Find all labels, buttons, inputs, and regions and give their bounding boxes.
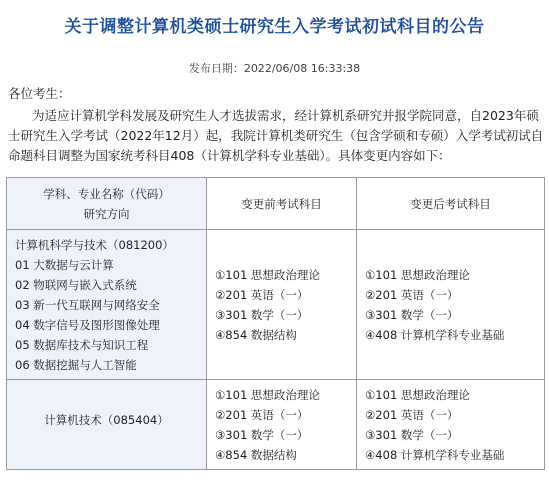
intro-paragraph: 为适应计算机学科发展及研究生人才选拔需求，经计算机系研究并报学院同意，自2023年硕士研究生入学考试（2022年12月）起，我院计算机类研究生（包含学硕和专硕）入学考试初试自命题科目调整为国家统考科目408（计算机学科专业基础）。具体变更内容如下： <box>8 108 544 163</box>
exam-subject: ②201 英语（一） <box>365 287 459 302</box>
exam-subject: ①101 思想政治理论 <box>215 267 320 282</box>
exam-subject: ④408 计算机学科专业基础 <box>365 327 505 342</box>
header-subject-line2: 研究方向 <box>83 206 130 221</box>
header-after: 变更后考试科目 <box>357 178 545 230</box>
exam-subject: ④408 计算机学科专业基础 <box>365 447 505 462</box>
subject-line: 01 大数据与云计算 <box>15 257 114 272</box>
exam-subject: ③301 数学（一） <box>365 427 459 442</box>
table-header-row <box>7 178 545 230</box>
header-before: 变更前考试科目 <box>207 178 357 230</box>
exam-subject: ③301 数学（一） <box>215 427 309 442</box>
exam-subject: ①101 思想政治理论 <box>365 387 470 402</box>
exam-subject: ④854 数据结构 <box>215 447 297 462</box>
table-row <box>7 380 545 470</box>
subject-line: 02 物联网与嵌入式系统 <box>15 277 137 292</box>
subject-line: 04 数字信号及图形图像处理 <box>15 317 160 332</box>
exam-subject: ②201 英语（一） <box>215 287 309 302</box>
subject-cell <box>7 230 207 380</box>
subject-line: 05 数据库技术与知识工程 <box>15 337 149 352</box>
exam-subject: ②201 英语（一） <box>215 407 309 422</box>
header-subject <box>7 178 207 230</box>
before-cell <box>207 230 357 380</box>
exam-subject: ②201 英语（一） <box>365 407 459 422</box>
subject-cell <box>7 380 207 470</box>
exam-subject: ④854 数据结构 <box>215 327 297 342</box>
subject-line: 计算机科学与技术（081200） <box>15 237 174 252</box>
table-row <box>7 230 545 380</box>
after-cell <box>357 230 545 380</box>
subject-line: 计算机技术（085404） <box>44 412 169 427</box>
subject-line: 06 数据挖掘与人工智能 <box>15 357 137 372</box>
after-cell <box>357 380 545 470</box>
exam-subject: ③301 数学（一） <box>365 307 459 322</box>
before-cell <box>207 380 357 470</box>
subject-line: 03 新一代互联网与网络安全 <box>15 297 160 312</box>
exam-subject: ③301 数学（一） <box>215 307 309 322</box>
exam-subject: ①101 思想政治理论 <box>365 267 470 282</box>
page-title: 关于调整计算机类硕士研究生入学考试初试科目的公告 <box>64 17 485 37</box>
subjects-table <box>6 177 545 470</box>
exam-subject: ①101 思想政治理论 <box>215 387 320 402</box>
header-subject-line1: 学科、专业名称（代码） <box>43 186 170 201</box>
publish-date: 发布日期：2022/06/08 16:33:38 <box>188 62 361 75</box>
greeting: 各位考生： <box>8 86 71 101</box>
